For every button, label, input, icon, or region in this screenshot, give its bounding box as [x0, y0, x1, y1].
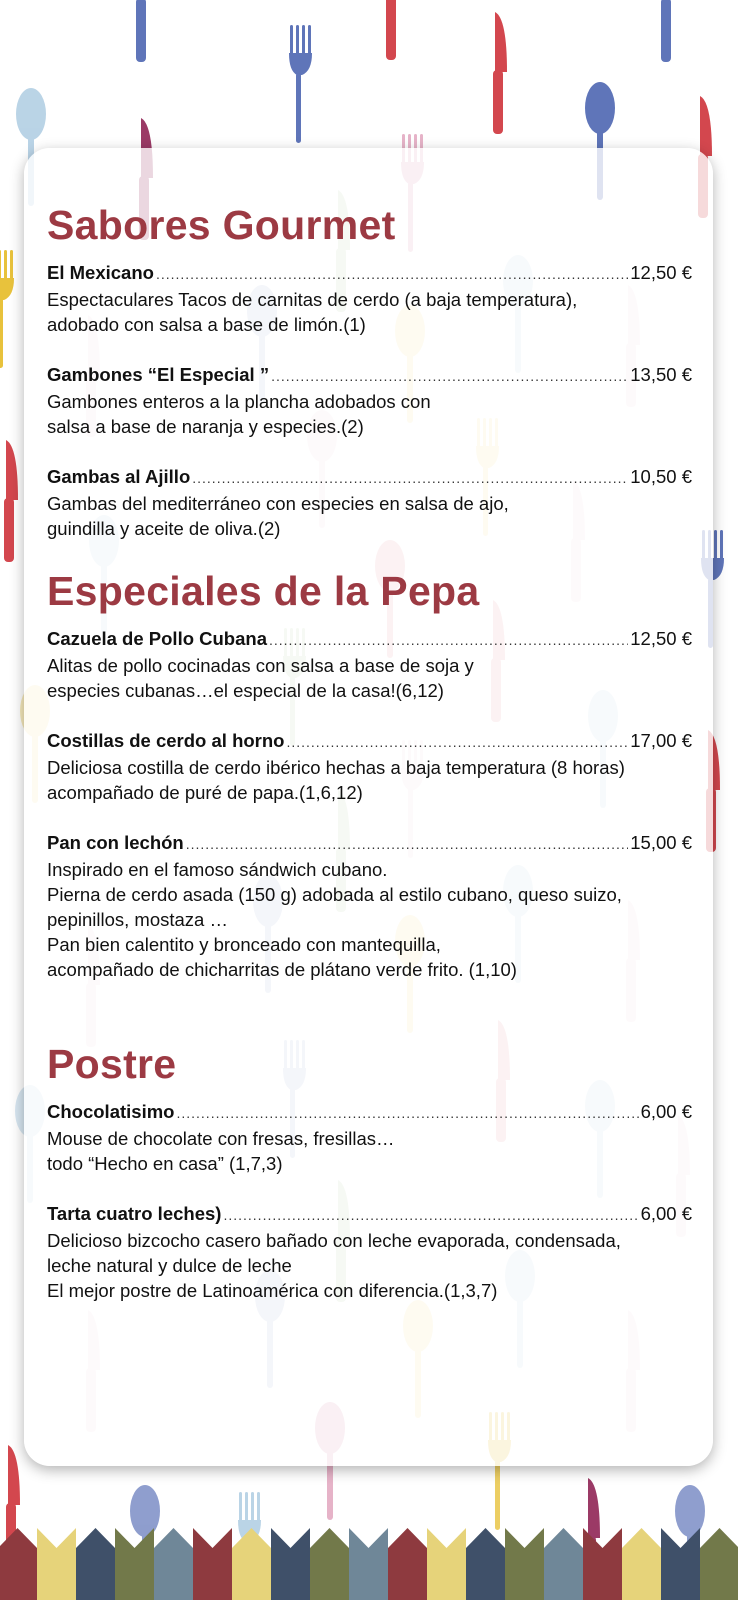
dot-leader	[223, 1203, 638, 1228]
description-line: leche natural y dulce de leche	[47, 1255, 292, 1276]
item-price: 10,50 €	[630, 466, 692, 487]
item-name: Costillas de cerdo al horno	[47, 730, 285, 751]
description-line: acompañado de puré de papa.(1,6,12)	[47, 782, 363, 803]
dot-leader	[286, 730, 628, 755]
zigzag-segment	[583, 1528, 622, 1600]
section-title: Sabores Gourmet	[47, 202, 396, 248]
item-price: 12,50 €	[630, 262, 692, 283]
item-price: 15,00 €	[630, 832, 692, 853]
description-line: Espectaculares Tacos de carnitas de cerdo (a baja temperatura),	[47, 289, 578, 310]
item-price: 6,00 €	[640, 1203, 692, 1224]
description-line: Pierna de cerdo asada (150 g) adobada al estilo cubano, queso suizo,	[47, 884, 622, 905]
zigzag-segment	[310, 1528, 349, 1600]
description-line: guindilla y aceite de oliva.(2)	[47, 518, 281, 539]
zigzag-segment	[505, 1528, 544, 1600]
item-description	[47, 1126, 692, 1176]
item-name: Chocolatisimo	[47, 1101, 175, 1122]
description-line: acompañado de chicharritas de plátano verde frito. (1,10)	[47, 959, 517, 980]
item-name: Cazuela de Pollo Cubana	[47, 628, 267, 649]
section-especiales-de-la-pepa	[47, 566, 692, 982]
zigzag-segment	[0, 1528, 37, 1600]
section-postre	[47, 1039, 692, 1303]
item-price: 17,00 €	[630, 730, 692, 751]
zigzag-segment	[622, 1528, 661, 1600]
item-description	[47, 1228, 692, 1303]
zigzag-segment	[544, 1528, 583, 1600]
zigzag-segment	[388, 1528, 427, 1600]
zigzag-segment	[76, 1528, 115, 1600]
item-name: Gambones “El Especial ”	[47, 364, 270, 385]
dot-leader	[192, 466, 628, 491]
zigzag-segment	[661, 1528, 700, 1600]
item-price: 13,50 €	[630, 364, 692, 385]
description-line: Mouse de chocolate con fresas, fresillas…	[47, 1128, 395, 1149]
description-line: Delicioso bizcocho casero bañado con leche evaporada, condensada,	[47, 1230, 621, 1251]
description-line: Alitas de pollo cocinadas con salsa a base de soja y	[47, 655, 474, 676]
description-line: Pan bien calentito y bronceado con mantequilla,	[47, 934, 441, 955]
zigzag-segment	[466, 1528, 505, 1600]
menu-item	[47, 260, 692, 337]
zigzag-border	[0, 1528, 738, 1600]
item-description	[47, 857, 692, 982]
dot-leader	[271, 364, 628, 389]
item-description	[47, 653, 692, 703]
item-description	[47, 389, 692, 439]
item-description	[47, 287, 692, 337]
zigzag-segment	[700, 1528, 738, 1600]
item-name: Pan con lechón	[47, 832, 184, 853]
item-description	[47, 755, 692, 805]
description-line: Gambones enteros a la plancha adobados con	[47, 391, 431, 412]
menu-item	[47, 1099, 692, 1176]
menu-item	[47, 728, 692, 805]
description-line: especies cubanas…el especial de la casa!(6,12)	[47, 680, 444, 701]
section-sabores-gourmet	[47, 200, 692, 541]
zigzag-segment	[232, 1528, 271, 1600]
description-line: todo “Hecho en casa” (1,7,3)	[47, 1153, 283, 1174]
zigzag-segment	[427, 1528, 466, 1600]
dot-leader	[186, 832, 629, 857]
zigzag-segment	[193, 1528, 232, 1600]
menu-item	[47, 830, 692, 982]
item-name: Gambas al Ajillo	[47, 466, 191, 487]
description-line: Deliciosa costilla de cerdo ibérico hechas a baja temperatura (8 horas)	[47, 757, 625, 778]
menu-item	[47, 1201, 692, 1303]
description-line: adobado con salsa a base de limón.(1)	[47, 314, 366, 335]
zigzag-segment	[271, 1528, 310, 1600]
zigzag-segment	[154, 1528, 193, 1600]
description-line: El mejor postre de Latinoamérica con diferencia.(1,3,7)	[47, 1280, 498, 1301]
spacer	[47, 1007, 692, 1039]
zigzag-segment	[37, 1528, 76, 1600]
item-description	[47, 491, 692, 541]
section-title: Especiales de la Pepa	[47, 568, 480, 614]
description-line: pepinillos, mostaza …	[47, 909, 228, 930]
item-name: El Mexicano	[47, 262, 154, 283]
menu-item	[47, 626, 692, 703]
item-name: Tarta cuatro leches)	[47, 1203, 222, 1224]
menu-item	[47, 362, 692, 439]
zigzag-segment	[115, 1528, 154, 1600]
dot-leader	[156, 262, 628, 287]
menu-content	[47, 200, 692, 1328]
menu-item	[47, 464, 692, 541]
description-line: Gambas del mediterráneo con especies en salsa de ajo,	[47, 493, 509, 514]
dot-leader	[176, 1101, 638, 1126]
description-line: Inspirado en el famoso sándwich cubano.	[47, 859, 388, 880]
section-title: Postre	[47, 1041, 177, 1087]
item-price: 6,00 €	[640, 1101, 692, 1122]
item-price: 12,50 €	[630, 628, 692, 649]
description-line: salsa a base de naranja y especies.(2)	[47, 416, 364, 437]
zigzag-segment	[349, 1528, 388, 1600]
dot-leader	[269, 628, 628, 653]
